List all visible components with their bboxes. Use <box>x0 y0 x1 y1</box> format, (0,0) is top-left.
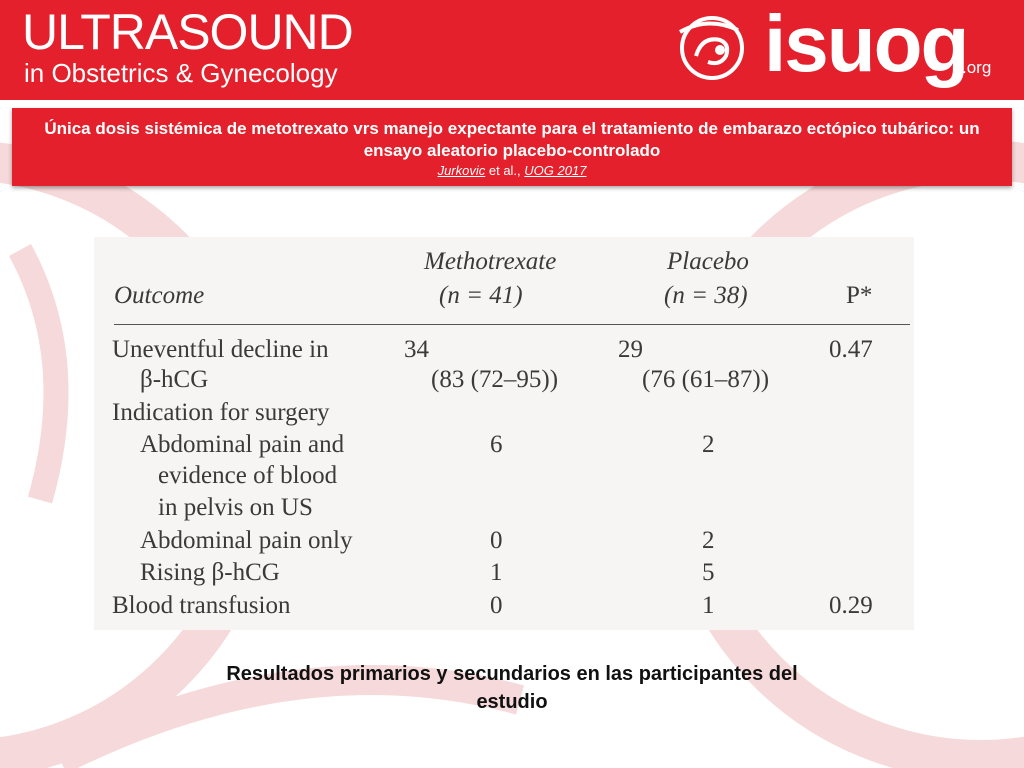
row-transfusion-p: 0.29 <box>829 592 873 619</box>
row-indication-label: Indication for surgery <box>112 399 330 426</box>
row-transfusion-placebo: 1 <box>702 592 715 619</box>
row-pain-only-methotrexate: 0 <box>490 527 503 554</box>
row-transfusion-methotrexate: 0 <box>490 592 503 619</box>
row-abdominal-label-2: evidence of blood <box>158 462 338 489</box>
citation <box>12 162 1012 180</box>
header-methotrexate: Methotrexate <box>424 248 557 275</box>
row-uneventful-methotrexate-ci: (83 (72–95)) <box>431 366 559 393</box>
row-uneventful-label-2: β-hCG <box>140 366 209 393</box>
row-rising-placebo: 5 <box>702 559 715 586</box>
citation-author: Jurkovic <box>437 163 486 178</box>
brand-title: ULTRASOUND <box>22 4 353 60</box>
row-rising-methotrexate: 1 <box>490 559 503 586</box>
header-rule <box>114 324 910 325</box>
header-methotrexate-n: (n = 41) <box>439 282 523 309</box>
slide-title: Única dosis sistémica de metotrexato vrs manejo expectante para el tratamiento de embarazo ectópico tubárico: un ensayo aleatorio placebo-controlado <box>44 119 980 160</box>
row-uneventful-methotrexate: 34 <box>404 336 429 363</box>
isuog-emblem-icon <box>672 10 754 82</box>
row-pain-only-placebo: 2 <box>702 527 715 554</box>
table-caption: Resultados primarios y secundarios en las participantes del estudio <box>226 663 798 713</box>
isuog-logo-suffix: .org <box>962 58 992 77</box>
header-placebo-n: (n = 38) <box>664 282 748 309</box>
row-uneventful-placebo: 29 <box>618 336 643 363</box>
results-table <box>94 237 914 630</box>
row-uneventful-label: Uneventful decline in <box>112 336 329 363</box>
header-p: P* <box>846 282 873 309</box>
row-transfusion-label: Blood transfusion <box>112 592 291 619</box>
row-abdominal-label: Abdominal pain and <box>140 431 345 458</box>
header-placebo: Placebo <box>667 248 749 275</box>
citation-middle: et al., <box>485 163 525 178</box>
row-uneventful-p: 0.47 <box>829 336 873 363</box>
row-rising-label: Rising β-hCG <box>140 559 280 586</box>
isuog-logo-text: isuog <box>764 0 968 88</box>
header-outcome: Outcome <box>114 282 205 309</box>
brand-subtitle: in Obstetrics & Gynecology <box>24 58 338 88</box>
header-bar <box>0 0 1024 100</box>
row-abdominal-label-3: in pelvis on US <box>158 494 313 521</box>
row-abdominal-methotrexate: 6 <box>490 431 503 458</box>
row-abdominal-placebo: 2 <box>702 431 715 458</box>
citation-journal: UOG 2017 <box>524 163 587 178</box>
slide-title-banner <box>12 108 1012 186</box>
row-uneventful-placebo-ci: (76 (61–87)) <box>642 366 770 393</box>
row-pain-only-label: Abdominal pain only <box>140 527 353 554</box>
